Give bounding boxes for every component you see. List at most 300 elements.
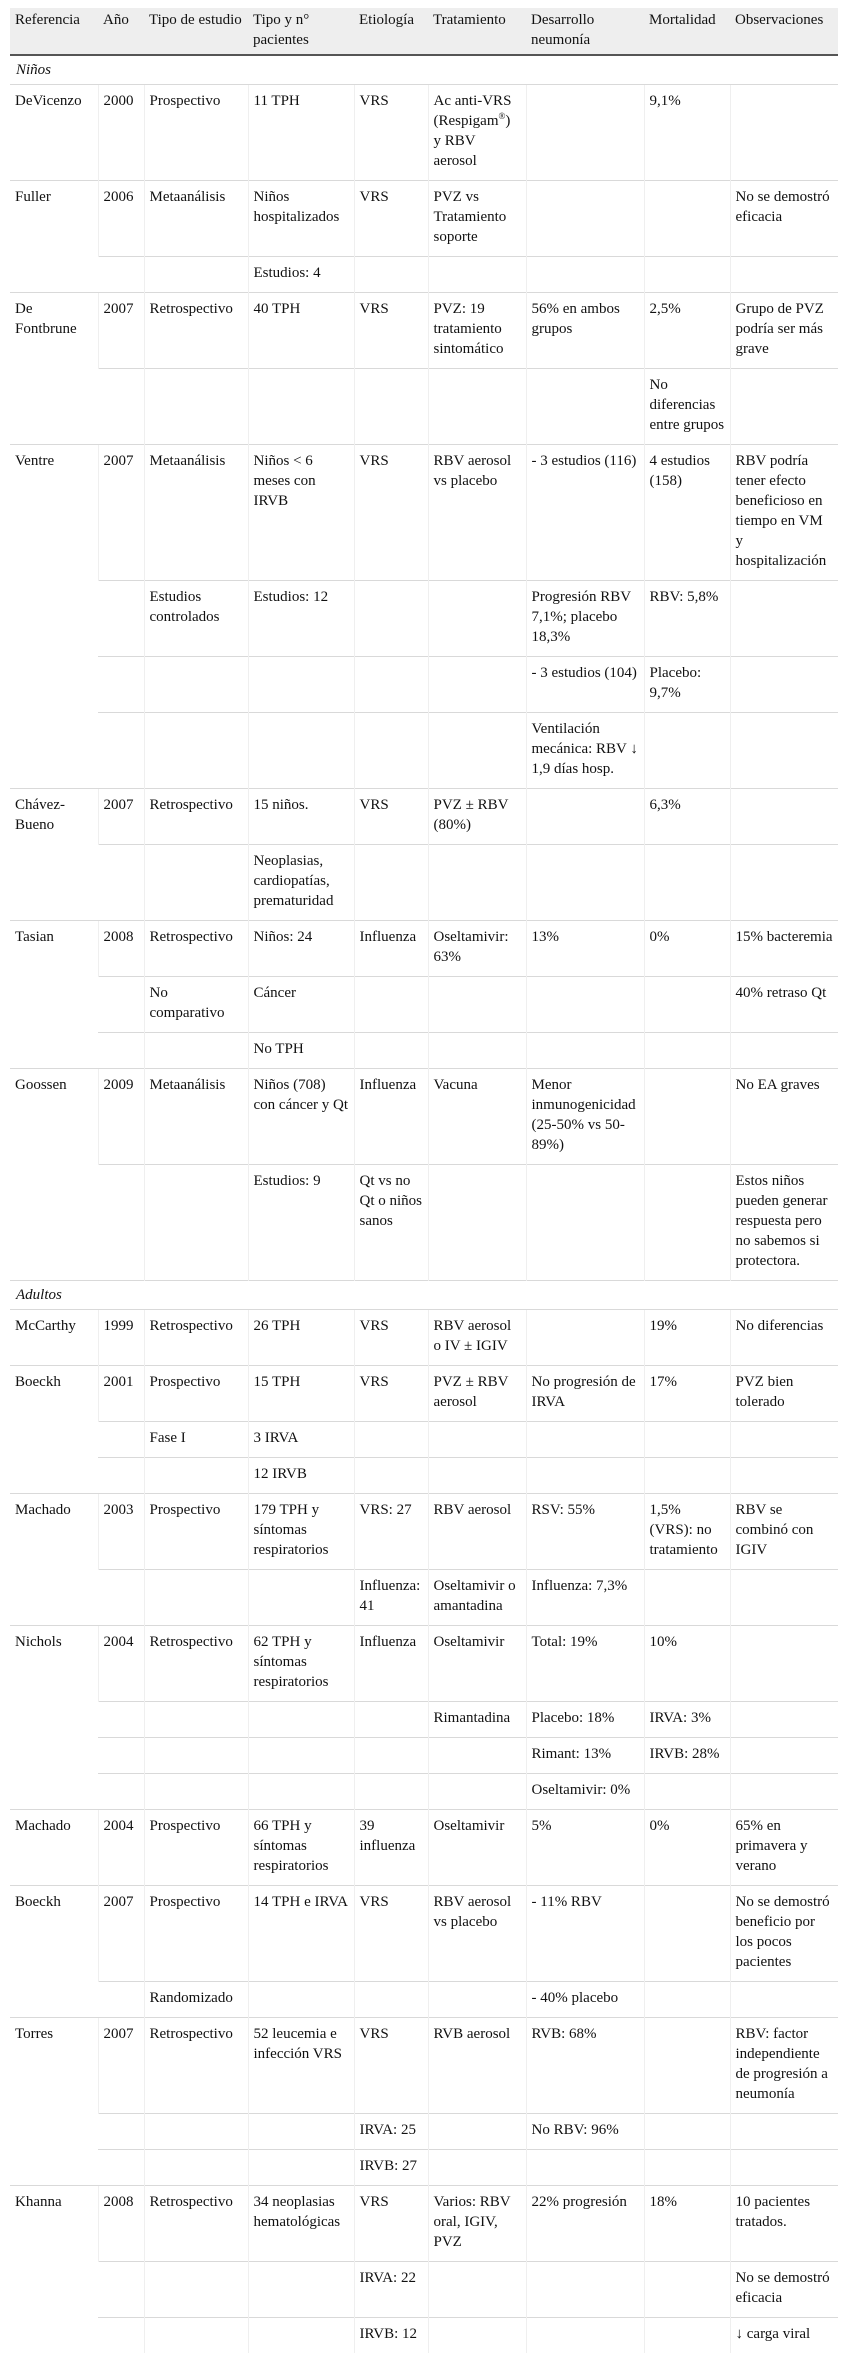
header-study-type: Tipo de estudio bbox=[144, 8, 248, 55]
cell-treatment: Oseltamivir bbox=[428, 1810, 526, 1886]
cell-year: 2003 bbox=[98, 1494, 144, 1570]
cell-observations bbox=[730, 2150, 838, 2186]
cell-etiology: 39 influenza bbox=[354, 1810, 428, 1886]
cell-mortality bbox=[644, 1458, 730, 1494]
cell-observations bbox=[730, 845, 838, 921]
cell-patients: Neoplasias, cardiopatías, prematuridad bbox=[248, 845, 354, 921]
cell-observations: PVZ bien tolerado bbox=[730, 1366, 838, 1422]
table-row bbox=[10, 1494, 838, 1570]
cell-observations bbox=[730, 713, 838, 789]
table-row bbox=[10, 1982, 838, 2018]
cell-reference: Boeckh bbox=[10, 1366, 98, 1494]
cell-study-type: Estudios controlados bbox=[144, 581, 248, 657]
cell-study-type: Metaanálisis bbox=[144, 1069, 248, 1165]
cell-year bbox=[98, 1165, 144, 1281]
cell-patients: 12 IRVB bbox=[248, 1458, 354, 1494]
cell-year bbox=[98, 1738, 144, 1774]
cell-treatment bbox=[428, 1774, 526, 1810]
cell-reference: Chávez-Bueno bbox=[10, 789, 98, 921]
cell-etiology bbox=[354, 713, 428, 789]
cell-mortality: 19% bbox=[644, 1310, 730, 1366]
table-row bbox=[10, 1422, 838, 1458]
cell-treatment bbox=[428, 845, 526, 921]
cell-observations bbox=[730, 657, 838, 713]
cell-pneumonia: No RBV: 96% bbox=[526, 2114, 644, 2150]
table-row bbox=[10, 713, 838, 789]
cell-pneumonia: Influenza: 7,3% bbox=[526, 1570, 644, 1626]
table-row bbox=[10, 2318, 838, 2353]
cell-mortality bbox=[644, 845, 730, 921]
cell-patients: Estudios: 9 bbox=[248, 1165, 354, 1281]
cell-observations bbox=[730, 2114, 838, 2150]
cell-study-type: Randomizado bbox=[144, 1982, 248, 2018]
cell-observations bbox=[730, 369, 838, 445]
cell-observations: RBV: factor independiente de progresión a neumonía bbox=[730, 2018, 838, 2114]
cell-treatment: PVZ vs Tratamiento soporte bbox=[428, 181, 526, 257]
cell-etiology bbox=[354, 257, 428, 293]
cell-treatment bbox=[428, 369, 526, 445]
cell-mortality bbox=[644, 2318, 730, 2353]
cell-etiology bbox=[354, 1702, 428, 1738]
cell-treatment bbox=[428, 1458, 526, 1494]
cell-pneumonia: - 3 estudios (116) bbox=[526, 445, 644, 581]
cell-year bbox=[98, 1422, 144, 1458]
cell-patients: No TPH bbox=[248, 1033, 354, 1069]
cell-year bbox=[98, 581, 144, 657]
cell-year bbox=[98, 1570, 144, 1626]
table-body bbox=[10, 55, 838, 2353]
table-row bbox=[10, 1626, 838, 1702]
cell-mortality: 0% bbox=[644, 1810, 730, 1886]
cell-etiology: IRVA: 25 bbox=[354, 2114, 428, 2150]
cell-etiology bbox=[354, 581, 428, 657]
cell-study-type bbox=[144, 713, 248, 789]
cell-pneumonia: Oseltamivir: 0% bbox=[526, 1774, 644, 1810]
cell-study-type bbox=[144, 1165, 248, 1281]
cell-patients: 15 TPH bbox=[248, 1366, 354, 1422]
cell-pneumonia bbox=[526, 85, 644, 181]
cell-observations: ↓ carga viral bbox=[730, 2318, 838, 2353]
cell-study-type: Prospectivo bbox=[144, 1886, 248, 1982]
cell-treatment bbox=[428, 977, 526, 1033]
cell-etiology: VRS bbox=[354, 445, 428, 581]
cell-mortality bbox=[644, 1982, 730, 2018]
cell-etiology: VRS bbox=[354, 1310, 428, 1366]
cell-etiology: VRS bbox=[354, 789, 428, 845]
cell-patients bbox=[248, 2318, 354, 2353]
cell-treatment: Vacuna bbox=[428, 1069, 526, 1165]
cell-mortality bbox=[644, 257, 730, 293]
table-row bbox=[10, 1069, 838, 1165]
cell-etiology bbox=[354, 1738, 428, 1774]
cell-pneumonia bbox=[526, 1310, 644, 1366]
table-row bbox=[10, 2262, 838, 2318]
cell-patients: Niños hospitalizados bbox=[248, 181, 354, 257]
cell-observations: No diferencias bbox=[730, 1310, 838, 1366]
cell-year bbox=[98, 2262, 144, 2318]
cell-patients: 3 IRVA bbox=[248, 1422, 354, 1458]
cell-study-type: Retrospectivo bbox=[144, 2018, 248, 2114]
cell-year: 2006 bbox=[98, 181, 144, 257]
cell-year bbox=[98, 369, 144, 445]
cell-etiology: VRS bbox=[354, 85, 428, 181]
table-row bbox=[10, 1310, 838, 1366]
cell-patients: 26 TPH bbox=[248, 1310, 354, 1366]
cell-study-type bbox=[144, 1774, 248, 1810]
cell-mortality bbox=[644, 1165, 730, 1281]
cell-etiology: VRS bbox=[354, 2018, 428, 2114]
cell-treatment: RBV aerosol vs placebo bbox=[428, 445, 526, 581]
cell-mortality bbox=[644, 977, 730, 1033]
cell-treatment: Oseltamivir o amantadina bbox=[428, 1570, 526, 1626]
cell-treatment: PVZ: 19 tratamiento sintomático bbox=[428, 293, 526, 369]
cell-study-type bbox=[144, 845, 248, 921]
cell-study-type: Retrospectivo bbox=[144, 921, 248, 977]
cell-reference: Khanna bbox=[10, 2186, 98, 2353]
cell-reference: Boeckh bbox=[10, 1886, 98, 2018]
cell-year: 2007 bbox=[98, 2018, 144, 2114]
cell-observations: RBV se combinó con IGIV bbox=[730, 1494, 838, 1570]
table-header-row bbox=[10, 8, 838, 55]
table-row bbox=[10, 369, 838, 445]
cell-observations bbox=[730, 1422, 838, 1458]
cell-patients: 66 TPH y síntomas respiratorios bbox=[248, 1810, 354, 1886]
cell-observations: 40% retraso Qt bbox=[730, 977, 838, 1033]
cell-mortality bbox=[644, 1774, 730, 1810]
cell-pneumonia: 13% bbox=[526, 921, 644, 977]
cell-year bbox=[98, 977, 144, 1033]
cell-mortality: IRVB: 28% bbox=[644, 1738, 730, 1774]
cell-year: 2007 bbox=[98, 1886, 144, 1982]
cell-year: 2007 bbox=[98, 789, 144, 845]
cell-study-type: Fase I bbox=[144, 1422, 248, 1458]
cell-etiology bbox=[354, 1458, 428, 1494]
cell-mortality: 10% bbox=[644, 1626, 730, 1702]
cell-study-type bbox=[144, 1570, 248, 1626]
cell-etiology bbox=[354, 1422, 428, 1458]
cell-patients: Niños < 6 meses con IRVB bbox=[248, 445, 354, 581]
cell-pneumonia: Placebo: 18% bbox=[526, 1702, 644, 1738]
cell-treatment bbox=[428, 657, 526, 713]
cell-study-type: Retrospectivo bbox=[144, 789, 248, 845]
cell-pneumonia: 56% en ambos grupos bbox=[526, 293, 644, 369]
section-row bbox=[10, 1281, 838, 1310]
header-observations: Observaciones bbox=[730, 8, 838, 55]
cell-study-type bbox=[144, 2262, 248, 2318]
cell-treatment bbox=[428, 713, 526, 789]
cell-pneumonia: Rimant: 13% bbox=[526, 1738, 644, 1774]
cell-patients bbox=[248, 2262, 354, 2318]
cell-observations: Estos niños pueden generar respuesta pero no sabemos si protectora. bbox=[730, 1165, 838, 1281]
cell-pneumonia: - 11% RBV bbox=[526, 1886, 644, 1982]
cell-treatment bbox=[428, 2318, 526, 2353]
cell-pneumonia bbox=[526, 181, 644, 257]
header-etiology: Etiología bbox=[354, 8, 428, 55]
cell-pneumonia: 5% bbox=[526, 1810, 644, 1886]
table-row bbox=[10, 181, 838, 257]
table-row bbox=[10, 2150, 838, 2186]
cell-pneumonia: Menor inmunogenicidad (25-50% vs 50-89%) bbox=[526, 1069, 644, 1165]
cell-observations bbox=[730, 1570, 838, 1626]
cell-pneumonia bbox=[526, 2262, 644, 2318]
cell-year: 2000 bbox=[98, 85, 144, 181]
cell-year bbox=[98, 713, 144, 789]
header-pneumonia: Desarrollo neumonía bbox=[526, 8, 644, 55]
cell-mortality bbox=[644, 713, 730, 789]
cell-mortality bbox=[644, 1886, 730, 1982]
cell-mortality bbox=[644, 1033, 730, 1069]
cell-etiology: Influenza bbox=[354, 1069, 428, 1165]
cell-treatment bbox=[428, 2114, 526, 2150]
cell-patients: 62 TPH y síntomas respiratorios bbox=[248, 1626, 354, 1702]
cell-etiology bbox=[354, 1774, 428, 1810]
cell-mortality bbox=[644, 2150, 730, 2186]
cell-reference: McCarthy bbox=[10, 1310, 98, 1366]
table-row bbox=[10, 1165, 838, 1281]
cell-patients bbox=[248, 713, 354, 789]
cell-observations bbox=[730, 1702, 838, 1738]
cell-etiology bbox=[354, 845, 428, 921]
cell-patients: 14 TPH e IRVA bbox=[248, 1886, 354, 1982]
cell-reference: Tasian bbox=[10, 921, 98, 1069]
cell-treatment: RBV aerosol o IV ± IGIV bbox=[428, 1310, 526, 1366]
cell-year: 2004 bbox=[98, 1626, 144, 1702]
cell-pneumonia: - 3 estudios (104) bbox=[526, 657, 644, 713]
cell-treatment: RBV aerosol bbox=[428, 1494, 526, 1570]
cell-study-type bbox=[144, 2114, 248, 2150]
table-row bbox=[10, 293, 838, 369]
cell-mortality: 18% bbox=[644, 2186, 730, 2262]
cell-observations: No se demostró beneficio por los pocos pacientes bbox=[730, 1886, 838, 1982]
table-row bbox=[10, 977, 838, 1033]
cell-treatment: RBV aerosol vs placebo bbox=[428, 1886, 526, 1982]
cell-etiology: Qt vs no Qt o niños sanos bbox=[354, 1165, 428, 1281]
cell-year bbox=[98, 1982, 144, 2018]
cell-year bbox=[98, 257, 144, 293]
cell-observations bbox=[730, 1982, 838, 2018]
cell-patients: 34 neoplasias hematológicas bbox=[248, 2186, 354, 2262]
cell-observations: No EA graves bbox=[730, 1069, 838, 1165]
header-patients: Tipo y n° pacientes bbox=[248, 8, 354, 55]
cell-study-type bbox=[144, 257, 248, 293]
cell-study-type bbox=[144, 2150, 248, 2186]
cell-pneumonia: 22% progresión bbox=[526, 2186, 644, 2262]
table-row bbox=[10, 2018, 838, 2114]
table-row bbox=[10, 581, 838, 657]
cell-pneumonia: Progresión RBV 7,1%; placebo 18,3% bbox=[526, 581, 644, 657]
cell-study-type bbox=[144, 1458, 248, 1494]
cell-etiology: IRVB: 12 bbox=[354, 2318, 428, 2353]
cell-patients: Estudios: 4 bbox=[248, 257, 354, 293]
cell-observations: No se demostró eficacia bbox=[730, 2262, 838, 2318]
cell-mortality: No diferencias entre grupos bbox=[644, 369, 730, 445]
cell-etiology bbox=[354, 369, 428, 445]
cell-observations bbox=[730, 257, 838, 293]
cell-observations: RBV podría tener efecto beneficioso en tiempo en VM y hospitalización bbox=[730, 445, 838, 581]
table-row bbox=[10, 1810, 838, 1886]
cell-mortality bbox=[644, 1570, 730, 1626]
cell-year: 2007 bbox=[98, 293, 144, 369]
cell-patients bbox=[248, 369, 354, 445]
cell-pneumonia bbox=[526, 845, 644, 921]
cell-study-type: Retrospectivo bbox=[144, 293, 248, 369]
cell-year bbox=[98, 1702, 144, 1738]
cell-pneumonia bbox=[526, 2318, 644, 2353]
cell-reference: Machado bbox=[10, 1810, 98, 1886]
table-row bbox=[10, 1033, 838, 1069]
cell-patients: Cáncer bbox=[248, 977, 354, 1033]
cell-patients bbox=[248, 2114, 354, 2150]
section-title: Niños bbox=[10, 55, 838, 85]
cell-study-type: Prospectivo bbox=[144, 1810, 248, 1886]
cell-etiology: VRS bbox=[354, 2186, 428, 2262]
table-row bbox=[10, 445, 838, 581]
header-reference: Referencia bbox=[10, 8, 98, 55]
cell-year bbox=[98, 1774, 144, 1810]
cell-etiology: VRS bbox=[354, 181, 428, 257]
section-title: Adultos bbox=[10, 1281, 838, 1310]
cell-year bbox=[98, 1458, 144, 1494]
cell-mortality: Placebo: 9,7% bbox=[644, 657, 730, 713]
cell-mortality: 9,1% bbox=[644, 85, 730, 181]
cell-patients bbox=[248, 1570, 354, 1626]
cell-mortality bbox=[644, 2114, 730, 2150]
cell-patients bbox=[248, 2150, 354, 2186]
cell-observations: Grupo de PVZ podría ser más grave bbox=[730, 293, 838, 369]
cell-treatment: PVZ ± RBV (80%) bbox=[428, 789, 526, 845]
studies-table bbox=[10, 8, 838, 2353]
cell-year: 2008 bbox=[98, 921, 144, 977]
cell-year: 2008 bbox=[98, 2186, 144, 2262]
cell-study-type bbox=[144, 657, 248, 713]
cell-treatment bbox=[428, 2150, 526, 2186]
cell-mortality bbox=[644, 181, 730, 257]
cell-pneumonia bbox=[526, 789, 644, 845]
table-row bbox=[10, 85, 838, 181]
cell-pneumonia bbox=[526, 977, 644, 1033]
table-row bbox=[10, 1774, 838, 1810]
cell-study-type: Prospectivo bbox=[144, 85, 248, 181]
cell-pneumonia bbox=[526, 1033, 644, 1069]
cell-etiology bbox=[354, 977, 428, 1033]
cell-pneumonia bbox=[526, 257, 644, 293]
cell-pneumonia bbox=[526, 1165, 644, 1281]
cell-etiology: IRVA: 22 bbox=[354, 2262, 428, 2318]
section-row bbox=[10, 55, 838, 85]
table-row bbox=[10, 2186, 838, 2262]
header-year: Año bbox=[98, 8, 144, 55]
cell-mortality: IRVA: 3% bbox=[644, 1702, 730, 1738]
cell-study-type bbox=[144, 2318, 248, 2353]
cell-year: 1999 bbox=[98, 1310, 144, 1366]
header-treatment: Tratamiento bbox=[428, 8, 526, 55]
cell-patients: 40 TPH bbox=[248, 293, 354, 369]
cell-year: 2009 bbox=[98, 1069, 144, 1165]
cell-etiology: Influenza bbox=[354, 1626, 428, 1702]
table-row bbox=[10, 789, 838, 845]
cell-reference: Torres bbox=[10, 2018, 98, 2186]
cell-treatment bbox=[428, 581, 526, 657]
cell-year: 2004 bbox=[98, 1810, 144, 1886]
cell-reference: De Fontbrune bbox=[10, 293, 98, 445]
cell-pneumonia bbox=[526, 1422, 644, 1458]
cell-treatment: RVB aerosol bbox=[428, 2018, 526, 2114]
cell-reference: Fuller bbox=[10, 181, 98, 293]
cell-mortality bbox=[644, 2018, 730, 2114]
cell-pneumonia bbox=[526, 2150, 644, 2186]
cell-study-type bbox=[144, 1702, 248, 1738]
cell-study-type: Prospectivo bbox=[144, 1494, 248, 1570]
table-row bbox=[10, 1570, 838, 1626]
cell-pneumonia: RVB: 68% bbox=[526, 2018, 644, 2114]
table-row bbox=[10, 1702, 838, 1738]
cell-study-type bbox=[144, 369, 248, 445]
cell-patients: Niños (708) con cáncer y Qt bbox=[248, 1069, 354, 1165]
cell-etiology: Influenza: 41 bbox=[354, 1570, 428, 1626]
cell-treatment bbox=[428, 1033, 526, 1069]
cell-etiology: IRVB: 27 bbox=[354, 2150, 428, 2186]
cell-mortality: 2,5% bbox=[644, 293, 730, 369]
cell-study-type: Prospectivo bbox=[144, 1366, 248, 1422]
cell-observations: 15% bacteremia bbox=[730, 921, 838, 977]
cell-etiology: VRS bbox=[354, 1886, 428, 1982]
cell-mortality bbox=[644, 1069, 730, 1165]
cell-treatment bbox=[428, 1165, 526, 1281]
cell-treatment bbox=[428, 1982, 526, 2018]
cell-year bbox=[98, 845, 144, 921]
cell-mortality: RBV: 5,8% bbox=[644, 581, 730, 657]
table-row bbox=[10, 1458, 838, 1494]
cell-observations bbox=[730, 1033, 838, 1069]
cell-patients: Niños: 24 bbox=[248, 921, 354, 977]
cell-mortality: 17% bbox=[644, 1366, 730, 1422]
cell-patients: 15 niños. bbox=[248, 789, 354, 845]
cell-pneumonia: Ventilación mecánica: RBV ↓ 1,9 días hosp. bbox=[526, 713, 644, 789]
cell-etiology: VRS bbox=[354, 293, 428, 369]
cell-reference: Ventre bbox=[10, 445, 98, 789]
cell-year bbox=[98, 2150, 144, 2186]
cell-treatment bbox=[428, 1422, 526, 1458]
cell-reference: Machado bbox=[10, 1494, 98, 1626]
cell-etiology bbox=[354, 1982, 428, 2018]
cell-patients: 11 TPH bbox=[248, 85, 354, 181]
cell-etiology bbox=[354, 657, 428, 713]
cell-study-type bbox=[144, 1738, 248, 1774]
cell-year bbox=[98, 2318, 144, 2353]
cell-treatment bbox=[428, 2262, 526, 2318]
cell-reference: Goossen bbox=[10, 1069, 98, 1281]
table-row bbox=[10, 845, 838, 921]
cell-observations bbox=[730, 1738, 838, 1774]
cell-patients bbox=[248, 1982, 354, 2018]
cell-etiology: VRS: 27 bbox=[354, 1494, 428, 1570]
cell-study-type bbox=[144, 1033, 248, 1069]
cell-reference: DeVicenzo bbox=[10, 85, 98, 181]
table-row bbox=[10, 257, 838, 293]
cell-patients: 52 leucemia e infección VRS bbox=[248, 2018, 354, 2114]
cell-mortality bbox=[644, 2262, 730, 2318]
cell-treatment bbox=[428, 257, 526, 293]
cell-mortality: 6,3% bbox=[644, 789, 730, 845]
cell-study-type: Metaanálisis bbox=[144, 181, 248, 257]
cell-observations bbox=[730, 85, 838, 181]
cell-mortality: 4 estudios (158) bbox=[644, 445, 730, 581]
cell-observations bbox=[730, 581, 838, 657]
cell-study-type: Metaanálisis bbox=[144, 445, 248, 581]
cell-patients: 179 TPH y síntomas respiratorios bbox=[248, 1494, 354, 1570]
cell-study-type: Retrospectivo bbox=[144, 2186, 248, 2262]
cell-patients bbox=[248, 1774, 354, 1810]
